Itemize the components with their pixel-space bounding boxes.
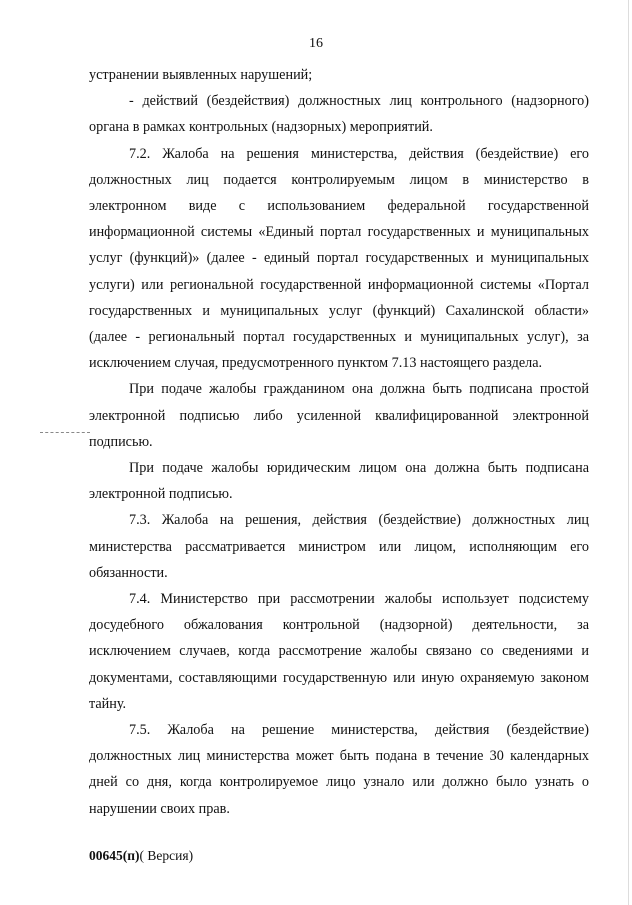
paragraph: устранении выявленных нарушений; xyxy=(89,67,313,83)
scan-edge xyxy=(628,0,629,905)
paragraph-7-3: 7.3. Жалоба на решения, действия (бездействие) должностных лиц министерства рассматривается министром или лицом, исполняющим его обязанности. xyxy=(89,512,589,581)
paragraph-7-5: 7.5. Жалоба на решение министерства, действия (бездействие) должностных лиц министерства может быть подана в течение 30 календарных дней со дня, когда контролируемое лицо узнало или должно было узнать о нарушении своих прав. xyxy=(89,722,589,817)
scan-margin-mark xyxy=(40,432,90,434)
page-number: 16 xyxy=(309,36,323,51)
paragraph-7-4: 7.4. Министерство при рассмотрении жалобы использует подсистему досудебного обжалования контрольной (надзорной) деятельности, за исключением случаев, когда рассмотрение жалобы связано со сведениями и документами, составляющими государственную или иную охраняемую законом тайну. xyxy=(89,591,589,712)
document-body xyxy=(89,62,589,822)
document-footer xyxy=(89,848,193,864)
paragraph-7-2: 7.2. Жалоба на решения министерства, действия (бездействие) его должностных лиц подается контролируемым лицом в министерство в электронном виде с использованием федеральной государственной информационной системы «Единый портал государственных и муниципальных услуг (функций)» (далее - единый портал государственных и муниципальных услуги) или региональной государственной информационной системы «Портал государственных и муниципальных услуг (функций) Сахалинской области» (далее - региональный портал государственных и муниципальных услуг), за исключением случая, предусмотренного пунктом 7.13 настоящего раздела. xyxy=(89,145,589,372)
document-version: ( Версия) xyxy=(139,848,194,863)
document-code: 00645(п) xyxy=(89,848,140,863)
paragraph: - действий (бездействия) должностных лиц контрольного (надзорного) органа в рамках контрольных (надзорных) мероприятий. xyxy=(89,93,589,136)
paragraph: При подаче жалобы гражданином она должна быть подписана простой электронной подписью либо усиленной квалифицированной электронной подписью. xyxy=(89,381,589,450)
paragraph: При подаче жалобы юридическим лицом она должна быть подписана электронной подписью. xyxy=(89,460,589,503)
